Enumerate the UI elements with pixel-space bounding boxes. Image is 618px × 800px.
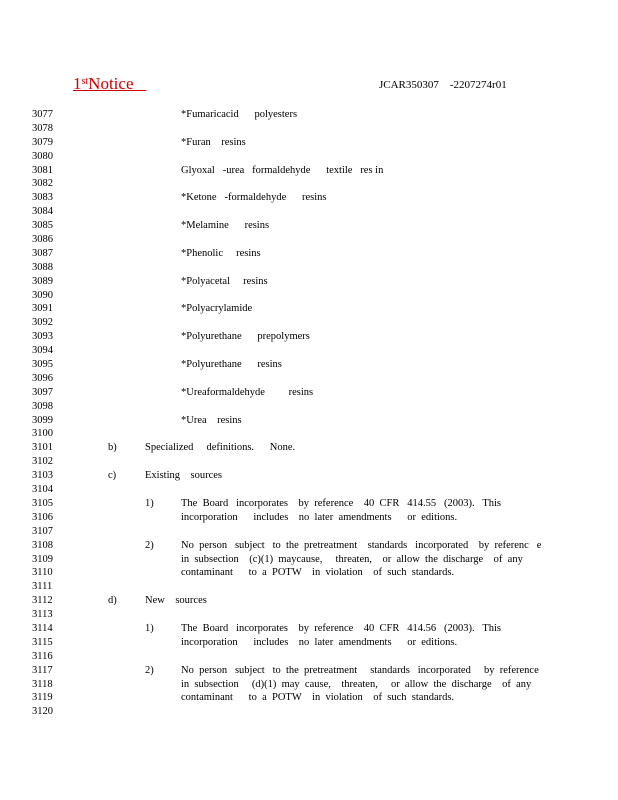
line-text: incorporation includes no later amendments or editions.	[181, 511, 458, 523]
line-number: 3113	[32, 609, 53, 621]
line-text: Existing sources	[145, 470, 222, 482]
line-number: 3109	[32, 553, 53, 565]
document-line	[0, 427, 618, 441]
line-text: *Melamine resins	[181, 220, 270, 232]
line-number: 3106	[32, 511, 53, 523]
document-line	[0, 261, 618, 275]
document-line	[0, 636, 618, 650]
line-text: No person subject to the pretreatment standards incorporated by reference	[181, 664, 539, 676]
document-line	[0, 344, 618, 358]
line-text: *Fumaricacid polyesters	[181, 109, 298, 120]
item-number: 1)	[145, 622, 154, 634]
line-number: 3083	[32, 192, 53, 204]
document-line	[0, 622, 618, 636]
line-number: 3114	[32, 622, 53, 634]
line-number: 3116	[32, 650, 53, 662]
document-line	[0, 608, 618, 622]
document-line	[0, 691, 618, 705]
line-text: New sources	[145, 595, 207, 607]
document-line	[0, 705, 618, 719]
notice-superscript: st	[81, 76, 89, 87]
line-text: contaminant to a POTW in violation of such standards.	[181, 692, 455, 704]
notice-prefix: 1	[73, 74, 82, 93]
line-text: Specialized definitions. None.	[145, 442, 296, 454]
document-line	[0, 441, 618, 455]
line-text: The Board incorporates by reference 40 CFR 414.55 (2003). This	[181, 497, 501, 509]
line-number: 3085	[32, 220, 53, 232]
document-line	[0, 122, 618, 136]
document-line	[0, 664, 618, 678]
line-number: 3087	[32, 247, 53, 259]
document-code: JCAR350307 -2207274r01	[379, 79, 507, 91]
document-line	[0, 386, 618, 400]
document-line	[0, 678, 618, 692]
document-line	[0, 539, 618, 553]
line-text: in subsection (d)(1) may cause, threaten, or allow the discharge of any	[181, 678, 532, 690]
document-line	[0, 497, 618, 511]
document-line	[0, 580, 618, 594]
document-line	[0, 177, 618, 191]
line-number: 3101	[32, 442, 53, 454]
line-number: 3090	[32, 289, 53, 301]
line-number: 3079	[32, 136, 53, 148]
line-text: in subsection (c)(1) maycause, threaten, or allow the discharge of any	[181, 553, 523, 565]
document-line	[0, 275, 618, 289]
line-number: 3119	[32, 692, 53, 704]
line-number: 3096	[32, 372, 53, 384]
document-line	[0, 108, 618, 122]
notice-title	[73, 74, 146, 94]
line-number: 3103	[32, 470, 53, 482]
line-text: *Phenolic resins	[181, 247, 261, 259]
line-number: 3077	[32, 109, 53, 120]
document-line	[0, 233, 618, 247]
line-number: 3102	[32, 456, 53, 468]
line-number: 3107	[32, 525, 53, 537]
document-line	[0, 302, 618, 316]
document-body	[0, 108, 618, 719]
line-text: No person subject to the pretreatment standards incorporated by referenc e	[181, 539, 542, 551]
document-line	[0, 289, 618, 303]
line-number: 3091	[32, 303, 53, 315]
item-number: 2)	[145, 664, 154, 676]
item-number: 2)	[145, 539, 154, 551]
line-number: 3112	[32, 595, 53, 607]
line-text: *Ureaformaldehyde resins	[181, 386, 314, 398]
document-line	[0, 511, 618, 525]
line-number: 3108	[32, 539, 53, 551]
line-text: *Ketone -formaldehyde resins	[181, 192, 327, 204]
document-line	[0, 164, 618, 178]
document-line	[0, 358, 618, 372]
document-line	[0, 205, 618, 219]
document-line	[0, 594, 618, 608]
line-number: 3094	[32, 345, 53, 357]
section-label: d)	[108, 595, 117, 607]
line-number: 3093	[32, 331, 53, 343]
line-number: 3086	[32, 234, 53, 246]
line-number: 3105	[32, 497, 53, 509]
document-line	[0, 553, 618, 567]
document-line	[0, 650, 618, 664]
document-line	[0, 483, 618, 497]
line-text: *Polyacrylamide	[181, 303, 253, 315]
document-line	[0, 150, 618, 164]
document-line	[0, 400, 618, 414]
line-number: 3120	[32, 706, 53, 718]
document-line	[0, 136, 618, 150]
line-text: *Furan resins	[181, 136, 246, 148]
line-number: 3078	[32, 122, 53, 134]
line-text: *Polyurethane prepolymers	[181, 331, 310, 343]
line-number: 3092	[32, 317, 53, 329]
section-label: c)	[108, 470, 117, 482]
line-number: 3084	[32, 206, 53, 218]
line-number: 3098	[32, 400, 53, 412]
document-line	[0, 525, 618, 539]
line-text: *Polyurethane resins	[181, 359, 282, 371]
line-number: 3095	[32, 359, 53, 371]
line-number: 3104	[32, 484, 53, 496]
line-text: Glyoxal -urea formaldehyde textile res in	[181, 164, 384, 176]
line-text: contaminant to a POTW in violation of such standards.	[181, 567, 455, 579]
line-number: 3080	[32, 150, 53, 162]
document-line	[0, 455, 618, 469]
line-text: *Urea resins	[181, 414, 242, 426]
line-number: 3097	[32, 386, 53, 398]
document-line	[0, 219, 618, 233]
section-label: b)	[108, 442, 117, 454]
line-number: 3118	[32, 678, 53, 690]
notice-text: Notice	[88, 74, 134, 93]
line-number: 3117	[32, 664, 53, 676]
line-number: 3082	[32, 178, 53, 190]
line-number: 3110	[32, 567, 53, 579]
line-number: 3089	[32, 275, 53, 287]
document-line	[0, 372, 618, 386]
document-line	[0, 247, 618, 261]
line-text: The Board incorporates by reference 40 CFR 414.56 (2003). This	[181, 622, 501, 634]
line-number: 3081	[32, 164, 53, 176]
line-number: 3115	[32, 636, 53, 648]
document-line	[0, 566, 618, 580]
line-text: *Polyacetal resins	[181, 275, 268, 287]
document-line	[0, 316, 618, 330]
line-text: incorporation includes no later amendments or editions.	[181, 636, 458, 648]
document-line	[0, 191, 618, 205]
line-number: 3099	[32, 414, 53, 426]
document-line	[0, 414, 618, 428]
document-line	[0, 469, 618, 483]
line-number: 3088	[32, 261, 53, 273]
item-number: 1)	[145, 497, 154, 509]
document-line	[0, 330, 618, 344]
line-number: 3100	[32, 428, 53, 440]
line-number: 3111	[32, 581, 53, 593]
